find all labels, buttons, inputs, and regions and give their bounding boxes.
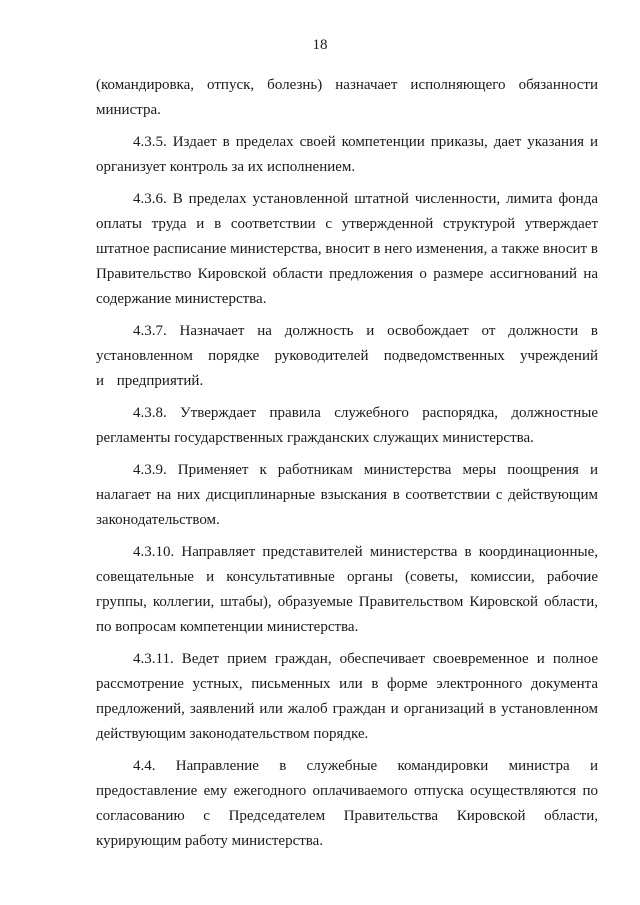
document-body [96, 73, 598, 861]
paragraph-4-3-10: 4.3.10. Направляет представителей министерства в координационные, совещательные и консультативные органы (советы, комиссии, рабочие группы, коллегии, штабы), образуемые Правительством Кировской области, по вопросам компетенции министерства. [96, 544, 598, 635]
paragraph-4-3-11: 4.3.11. Ведет прием граждан, обеспечивает своевременное и полное рассмотрение устных, письменных или в форме электронного документа предложений, заявлений или жалоб граждан и организаций в установленном действующим законодательством порядке. [96, 651, 598, 742]
paragraph-4-3-5: 4.3.5. Издает в пределах своей компетенции приказы, дает указания и организует контроль за их исполнением. [96, 134, 598, 175]
paragraph-4-3-8: 4.3.8. Утверждает правила служебного распорядка, должностные регламенты государственных гражданских служащих министерства. [96, 405, 598, 446]
paragraph-4-3-9: 4.3.9. Применяет к работникам министерства меры поощрения и налагает на них дисциплинарные взыскания в соответствии с действующим законодательством. [96, 462, 598, 528]
paragraph-4-3-6: 4.3.6. В пределах установленной штатной численности, лимита фонда оплаты труда и в соответствии с утвержденной структурой утверждает штатное расписание министерства, вносит в него изменения, а также вносит в Правительство Кировской области предложения о размере ассигнований на содержание министерства. [96, 191, 598, 307]
paragraph-4-3-7: 4.3.7. Назначает на должность и освобождает от должности в установленном порядке руководителей подведомственных учреждений и предприятий. [96, 323, 598, 389]
page-number: 18 [312, 37, 328, 53]
paragraph-continuation: (командировка, отпуск, болезнь) назначает исполняющего обязанности министра. [96, 77, 598, 118]
paragraph-4-4: 4.4. Направление в служебные командировки министра и предоставление ему ежегодного оплачиваемого отпуска осуществляются по согласованию с Председателем Правительства Кировской области, курирующим работу министерства. [96, 758, 598, 849]
